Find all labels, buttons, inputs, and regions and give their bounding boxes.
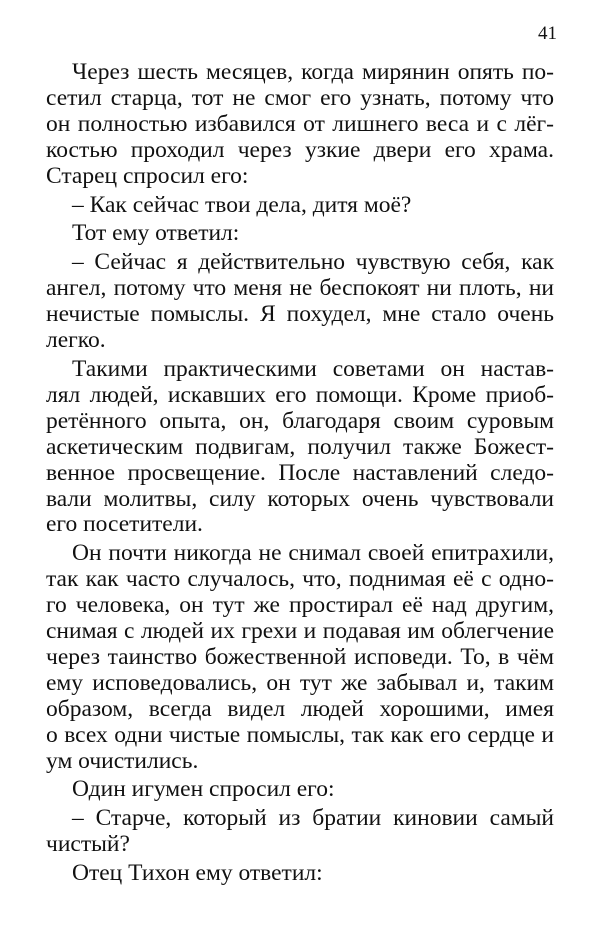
paragraph [46,777,554,803]
book-text-body [46,60,554,887]
paragraph [46,221,554,247]
paragraph [46,250,554,354]
text-line: го человека, он тут же простирал её над другим, [46,592,554,619]
text-line: – Как сейчас твои дела, дитя моё? [72,191,412,218]
text-line: Отец Тихон ему ответил: [72,860,323,887]
text-line: Тот ему ответил: [72,220,240,247]
text-line: нечистые помыслы. Я похудел, мне стало очень [46,301,554,328]
text-line: Через шесть месяцев, когда мирянин опять по- [72,59,554,85]
paragraph [46,193,554,219]
text-line: снимая с людей их грехи и подавая им облегчение [46,618,554,645]
text-line: костью проходил через узкие двери его храма. [46,136,554,163]
text-line: аскетическим подвигам, получил также Божест- [46,433,554,460]
text-line: ум очистились. [46,747,199,774]
text-line: он полностью избавился от лишнего веса и с лёг- [46,110,554,137]
text-line: ему исповедовались, он тут же забывал и, таким [46,669,554,696]
text-line: сетил старца, тот не смог его узнать, потому что [46,84,554,111]
text-line: легко. [46,327,106,354]
text-line: Он почти никогда не снимал своей епитрахили, [72,540,554,567]
text-line: ретённого опыта, он, благодаря своим суровым [46,407,554,434]
text-line: о всех одни чистые помыслы, так как его сердце и [46,721,554,748]
paragraph [46,861,554,887]
text-line: венное просвещение. После наставлений следо- [46,459,554,486]
text-line: через таинство божественной исповеди. То, в чём [46,643,554,670]
text-line: – Сейчас я действительно чувствую себя, как [72,249,554,276]
text-line: образом, всегда видел людей хорошими, имея [46,695,554,722]
text-line: ангел, потому что меня не беспокоят ни плоть, ни [46,275,554,302]
text-line: так как часто случалось, что, поднимая её с одно- [46,566,554,593]
text-line: вали молитвы, силу которых очень чувствовали [46,485,554,512]
text-line: Такими практическими советами он настав- [72,355,554,382]
paragraph [46,541,554,774]
text-line: лял людей, искавших его помощи. Кроме приоб- [46,381,554,408]
paragraph [46,357,554,538]
paragraph [46,806,554,858]
text-line: его посетители. [46,511,203,538]
page-number: 41 [538,23,557,44]
paragraph [46,60,554,190]
text-line: Один игумен спросил его: [72,776,335,803]
text-line: – Старче, который из братии киновии самый [72,805,554,832]
text-line: Старец спросил его: [46,162,249,189]
text-line: чистый? [46,831,130,858]
